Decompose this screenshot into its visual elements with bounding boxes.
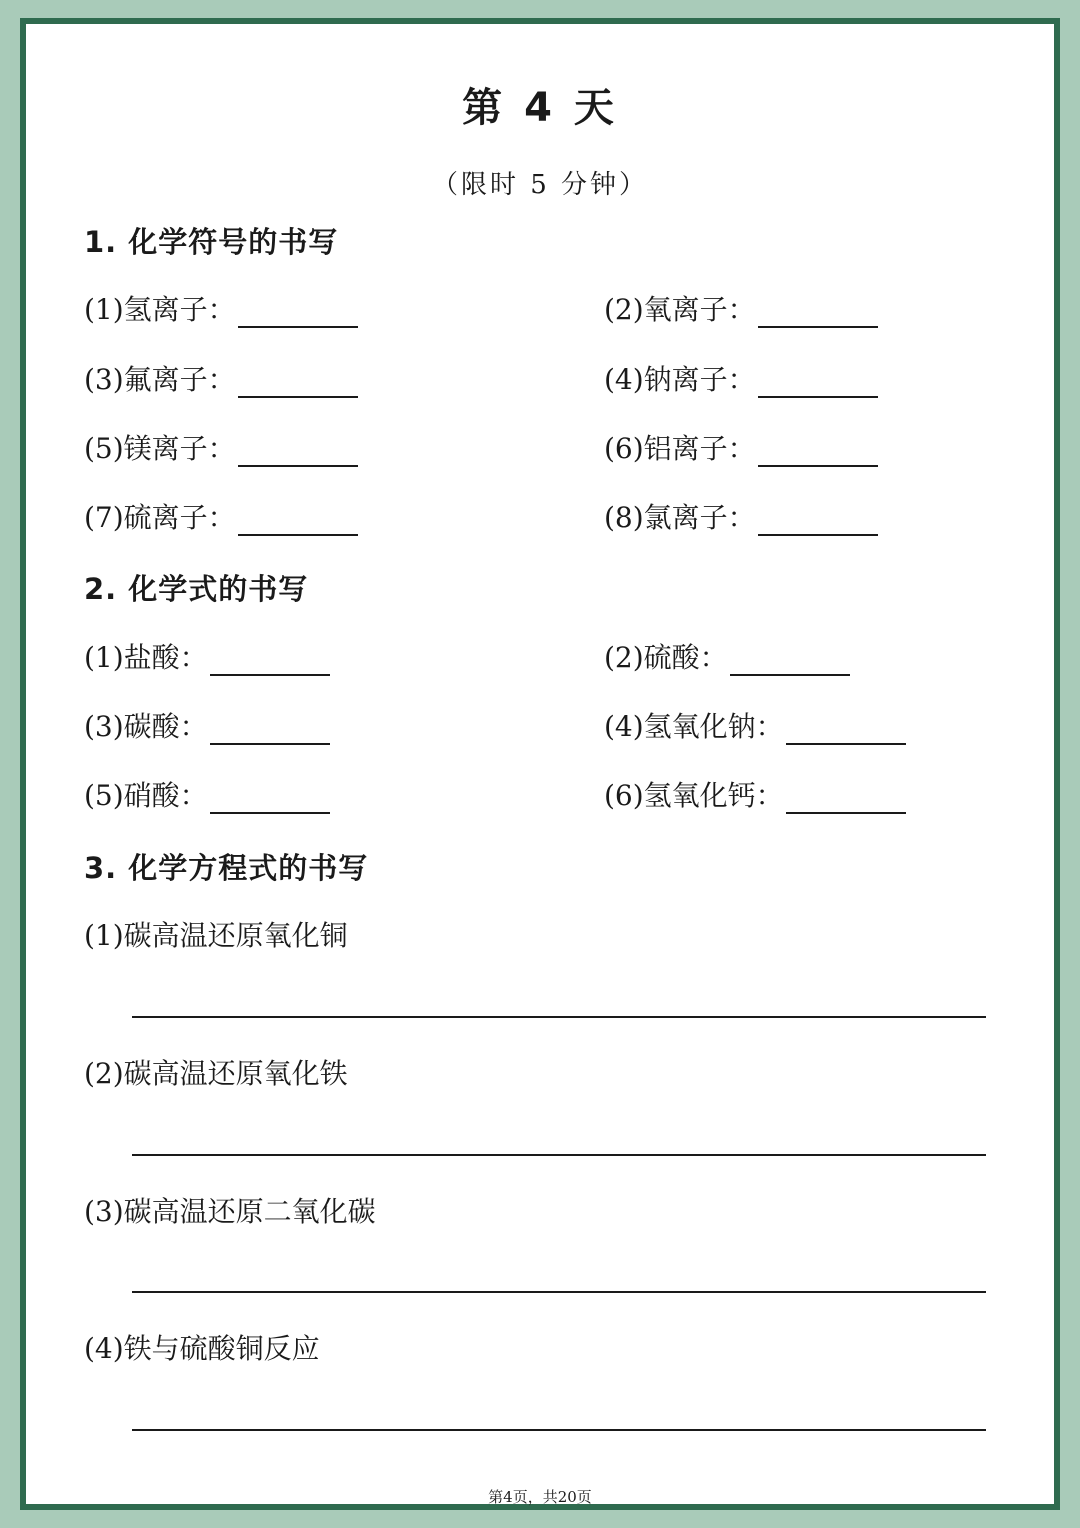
question-label: (8)氯离子： xyxy=(604,501,756,534)
question-item xyxy=(84,705,330,745)
answer-blank[interactable] xyxy=(238,296,358,328)
question-label: (7)硫离子： xyxy=(84,501,236,534)
question-label: (1)氢离子： xyxy=(84,293,236,326)
answer-blank[interactable] xyxy=(730,644,850,676)
question-item xyxy=(604,774,906,814)
question-label: (3)氟离子： xyxy=(84,363,236,396)
question-label: (6)铝离子： xyxy=(604,432,756,465)
answer-blank[interactable] xyxy=(210,782,330,814)
question-item xyxy=(604,288,878,328)
answer-blank[interactable] xyxy=(238,435,358,467)
question-label: (3)碳酸： xyxy=(84,710,208,743)
question-label: (5)硝酸： xyxy=(84,779,208,812)
equation-prompt: (3)碳高温还原二氧化碳 xyxy=(84,1195,376,1228)
question-item xyxy=(84,427,358,467)
question-label: (4)氢氧化钠： xyxy=(604,710,784,743)
answer-line[interactable] xyxy=(132,1154,986,1156)
equation-prompt: (1)碳高温还原氧化铜 xyxy=(84,919,348,952)
answer-blank[interactable] xyxy=(758,366,878,398)
question-item xyxy=(84,774,330,814)
question-label: (5)镁离子： xyxy=(84,432,236,465)
answer-line[interactable] xyxy=(132,1016,986,1018)
question-label: (4)钠离子： xyxy=(604,363,756,396)
answer-blank[interactable] xyxy=(210,713,330,745)
answer-line[interactable] xyxy=(132,1429,986,1431)
section-3-heading: 3. 化学方程式的书写 xyxy=(84,851,369,885)
answer-blank[interactable] xyxy=(238,504,358,536)
question-item xyxy=(84,288,358,328)
question-item xyxy=(604,496,878,536)
question-label: (2)氧离子： xyxy=(604,293,756,326)
answer-line[interactable] xyxy=(132,1291,986,1293)
question-item xyxy=(604,358,878,398)
section-2-heading: 2. 化学式的书写 xyxy=(84,572,309,606)
equation-prompt: (2)碳高温还原氧化铁 xyxy=(84,1057,348,1090)
question-item xyxy=(604,636,850,676)
time-limit-note: （限时 5 分钟） xyxy=(431,170,649,200)
question-item xyxy=(84,636,330,676)
question-item xyxy=(604,705,906,745)
page-footer: 第4页，共20页 xyxy=(488,1488,592,1506)
equation-prompt: (4)铁与硫酸铜反应 xyxy=(84,1332,320,1365)
answer-blank[interactable] xyxy=(786,782,906,814)
section-1-heading: 1. 化学符号的书写 xyxy=(84,225,339,259)
worksheet-page xyxy=(20,18,1060,1510)
question-label: (1)盐酸： xyxy=(84,641,208,674)
question-item xyxy=(84,496,358,536)
answer-blank[interactable] xyxy=(758,504,878,536)
answer-blank[interactable] xyxy=(786,713,906,745)
answer-blank[interactable] xyxy=(238,366,358,398)
question-item xyxy=(604,427,878,467)
answer-blank[interactable] xyxy=(210,644,330,676)
question-label: (6)氢氧化钙： xyxy=(604,779,784,812)
answer-blank[interactable] xyxy=(758,296,878,328)
answer-blank[interactable] xyxy=(758,435,878,467)
page-title: 第 4 天 xyxy=(462,85,618,131)
question-label: (2)硫酸： xyxy=(604,641,728,674)
question-item xyxy=(84,358,358,398)
